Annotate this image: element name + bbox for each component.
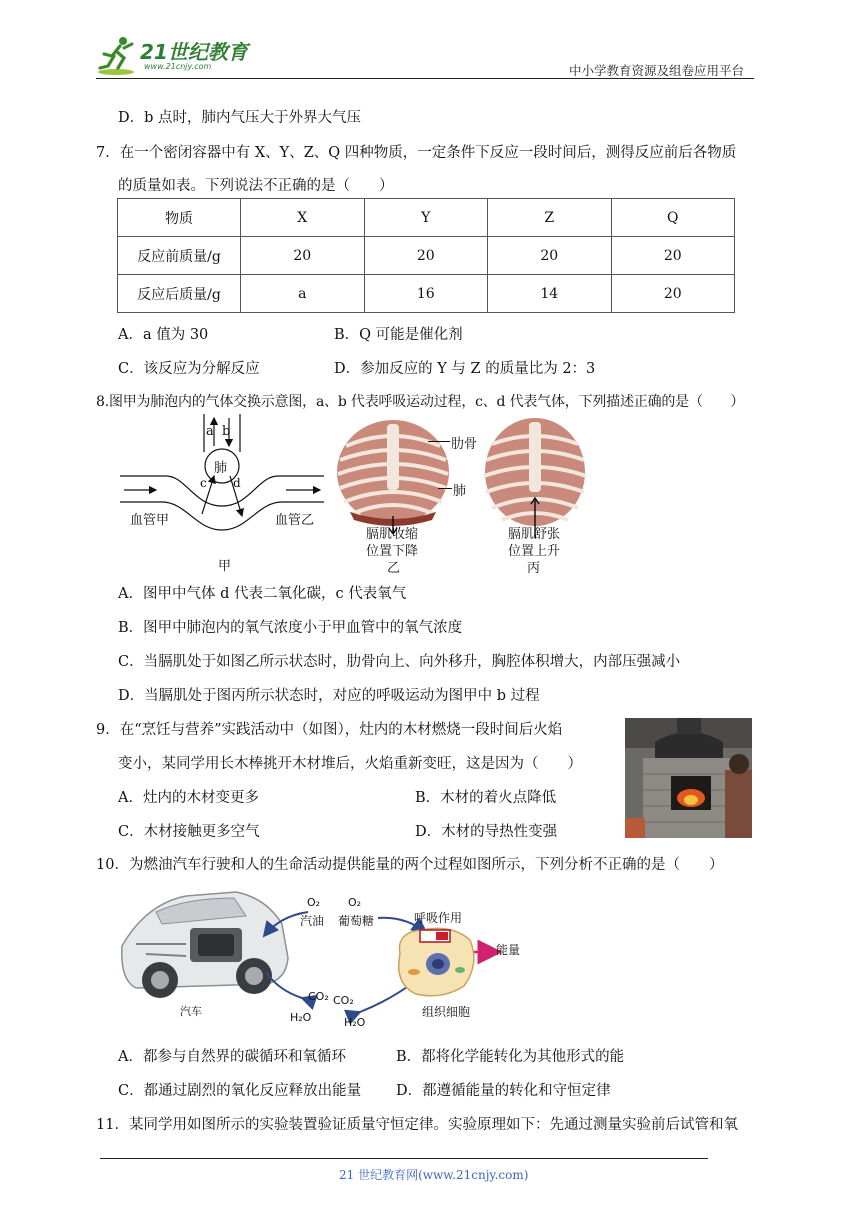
fig-caption-yi: 乙 [387,561,401,576]
table-header-cell: Q [611,199,735,237]
fig-bing-text1: 膈肌舒张 [508,527,561,542]
q10-stem: 10．为燃油汽车行驶和人的生命活动提供能量的两个过程如图所示，下列分析不正确的是（ ） [96,857,724,873]
fig-label-h2o-a: H₂O [290,1011,312,1024]
q9-option-a: A．灶内的木材变更多 [118,790,259,806]
stove-photo-image [625,718,752,838]
q7-stem-line2: 的质量如表。下列说法不正确的是（ ） [118,178,394,194]
fig-label-energy: 能量 [496,943,521,957]
fig-label-h2o-b: H₂O [344,1016,366,1029]
fig-label-lung: 肺 [214,461,228,476]
fig-label-c: c [200,476,207,490]
q10-option-c: C．都通过剧烈的氧化反应释放出能量 [118,1083,362,1099]
table-cell: 反应后质量/g [118,275,241,313]
fig-label-glucose: 葡萄糖 [338,914,375,928]
header-divider [96,78,754,79]
table-cell: 20 [364,237,488,275]
q8-option-a: A．图甲中气体 d 代表二氧化碳，c 代表氧气 [118,586,407,602]
header-logo [96,34,266,78]
q9-option-b: B．木材的着火点降低 [415,790,557,806]
energy-flow-arrows [230,890,530,1030]
q7-option-b: B．Q 可能是催化剂 [334,327,463,343]
fig-label-d: d [233,476,241,490]
q9-stem-line1: 9．在“烹饪与营养”实践活动中（如图），灶内的木材燃烧一段时间后火焰 [96,722,563,738]
fig-label-co2-a: CO₂ [308,990,329,1003]
lung-pointer-line [438,488,452,489]
q10-option-d: D．都遵循能量的转化和守恒定律 [396,1083,611,1099]
logo-url: www.21cnjy.com [144,62,212,71]
table-header-cell: X [241,199,365,237]
table-row [118,275,735,313]
q7-mass-table [117,198,735,313]
fig-label-cell: 组织细胞 [422,1005,471,1019]
table-header-cell: Z [488,199,612,237]
table-cell: 16 [364,275,488,313]
fig-label-car: 汽车 [180,1005,202,1018]
q9-stem-line2: 变小，某同学用长木棒挑开木材堆后，火焰重新变旺，这是因为（ ） [118,756,582,772]
fig-label-o2-a: O₂ [307,896,321,909]
fig-label-b: b [222,424,231,439]
q8-option-c: C．当膈肌处于如图乙所示状态时，肋骨向上、向外移升，胸腔体积增大，内部压强减小 [118,654,681,670]
footer-divider [100,1158,708,1159]
table-row [118,237,735,275]
table-cell: 14 [488,275,612,313]
footer-text: 21 世纪教育网(www.21cnjy.com) [339,1168,529,1182]
ribcage-diaphragm-contracted-image [332,416,454,534]
table-header-cell: Y [364,199,488,237]
fig-label-o2-b: O₂ [348,896,362,909]
fig-label-gasoline: 汽油 [300,914,325,928]
table-cell: a [241,275,365,313]
fig-caption-jia: 甲 [218,559,232,574]
fig-label-lung-2: 肺 [453,484,467,499]
fig-label-co2-b: CO₂ [333,994,354,1007]
fig-yi-text2: 位置下降 [366,544,419,559]
q7-option-a: A．a 值为 30 [118,327,209,343]
table-header-cell: 物质 [118,199,241,237]
q11-stem: 11．某同学用如图所示的实验装置验证质量守恒定律。实验原理如下：先通过测量实验前后试管和氧 [96,1117,738,1133]
fig-bing-text2: 位置上升 [508,544,561,559]
q8-stem: 8.图甲为肺泡内的气体交换示意图，a、b 代表呼吸运动过程，c、d 代表气体，下列描述正确的是（ ） [96,394,745,410]
table-cell: 反应前质量/g [118,237,241,275]
q7-option-d: D．参加反应的 Y 与 Z 的质量比为 2：3 [334,361,596,377]
fig-label-respiration: 呼吸作用 [414,911,463,925]
table-header-row [118,199,735,237]
q9-option-c: C．木材接触更多空气 [118,824,260,840]
header-right-text: 中小学教育资源及组卷应用平台 [569,63,745,78]
fig-yi-text1: 膈肌收缩 [366,527,419,542]
ribcage-diaphragm-relaxed-image [480,414,590,538]
q9-option-d: D．木材的导热性变强 [415,824,558,840]
logo-text: 21世纪教育 [140,40,248,64]
tissue-cell-image [392,924,478,1000]
table-cell: 20 [488,237,612,275]
fig-label-vessel-left: 血管甲 [130,513,170,528]
q8-option-b: B．图甲中肺泡内的氧气浓度小于甲血管中的氧气浓度 [118,620,463,636]
q8-option-d: D．当膈肌处于图丙所示状态时，对应的呼吸运动为图甲中 b 过程 [118,688,540,704]
fig-label-a: a [206,424,214,439]
rib-pointer-line [428,441,450,442]
q6-option-d: D．b 点时，肺内气压大于外界大气压 [118,110,362,126]
table-cell: 20 [241,237,365,275]
q10-option-a: A．都参与自然界的碳循环和氧循环 [118,1049,346,1065]
table-cell: 20 [611,275,735,313]
q7-option-c: C．该反应为分解反应 [118,361,260,377]
q10-option-b: B．都将化学能转化为其他形式的能 [396,1049,625,1065]
fig-caption-bing: 丙 [527,561,541,576]
table-cell: 20 [611,237,735,275]
fig-label-vessel-right: 血管乙 [275,513,315,528]
q7-stem-line1: 7．在一个密闭容器中有 X、Y、Z、Q 四种物质，一定条件下反应一段时间后，测得反应前后各物质 [96,145,737,161]
fig-label-rib: 肋骨 [451,437,478,452]
